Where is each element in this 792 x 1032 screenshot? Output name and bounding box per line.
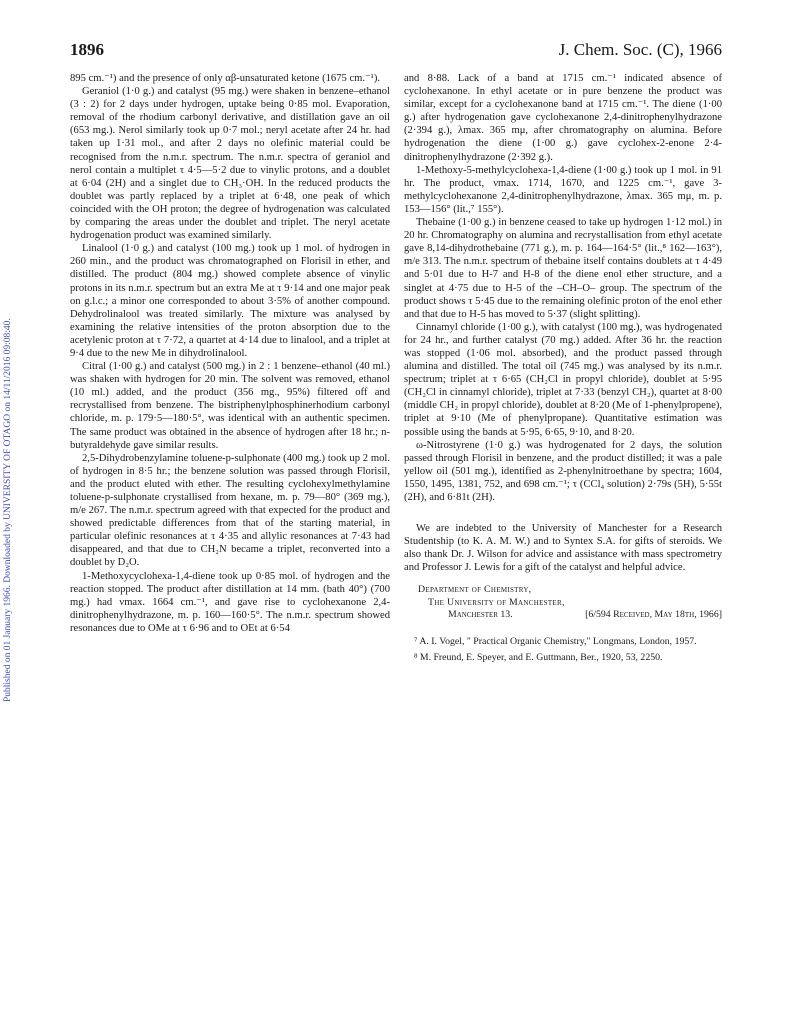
paragraph: 1-Methoxy-5-methylcyclohexa-1,4-diene (1·00 g.) took up 1 mol. in 91 hr. The product, νmax. 1714, 1670, and 1225 cm.⁻¹, gave 3-methylcyclohexanone 2,4-dinitrophenylhydrazone, λmax. 365 mμ, m. p. 153—156° (lit.,⁷ 155°). <box>404 164 722 215</box>
address-line <box>404 609 722 622</box>
address-city: Manchester 13. <box>448 609 513 621</box>
journal-title: J. Chem. Soc. (C), 1966 <box>558 40 722 59</box>
reference-item: ⁷ A. I. Vogel, " Practical Organic Chemistry," Longmans, London, 1957. <box>414 635 697 647</box>
paragraph: 895 cm.⁻¹) and the presence of only αβ-unsaturated ketone (1675 cm.⁻¹). <box>70 73 380 84</box>
paragraph: 1-Methoxycyclohexa-1,4-diene took up 0·85 mol. of hydrogen and the reaction stopped. The product after distillation at 14 mm. (bath 40°) (700 mg.) had νmax. 1664 cm.⁻¹, and gave rise to cyclohexanone 2,4-dinitrophenylhydrazone, m. p. 160—160·5°. The n.m.r. spectrum showed resonances due to OMe at τ 6·96 and to OEt at 6·54 <box>70 570 390 634</box>
paragraph: Linalool (1·0 g.) and catalyst (100 mg.) took up 1 mol. of hydrogen in 260 min., and the product was chromatographed on Florisil in ether, and distilled. The product (804 mg.) showed complete absence of vinylic protons in its n.m.r. spectrum but an extra Me at τ 9·14 and one major peak on g.l.c.; a minor one corresponded to about 3·5% of another compound. Dehydrolinalool was treated similarly. The mixture was analysed by examining the relative intensities of the proton absorption due to the acetylenic proton at τ 7·72, a quartet at 4·14 due to linalool, and a triplet at 9·4 due to the new Me in dihydrolinalool. <box>70 243 390 359</box>
reference-item: ⁸ M. Freund, E. Speyer, and E. Guttmann, Ber., 1920, 53, 2250. <box>414 652 663 664</box>
download-notice: Published on 01 January 1966. Downloaded by UNIVERSITY OF OTAGO on 14/11/2016 09:08:40. <box>3 318 13 702</box>
page-header <box>70 40 722 62</box>
left-column <box>70 72 390 635</box>
paragraph: Thebaine (1·00 g.) in benzene ceased to take up hydrogen 1·12 mol.) in 20 hr. Chromatography on alumina and recrystallisation from ethyl acetate gave 8,14-dihydrothebaine (771 g.), m. p. 164—164·5° (lit.,⁸ 162—163°), m/e 313. The n.m.r. spectrum of thebaine itself contains doublets at τ 4·49 and 5·01 due to H-7 and H-8 of the diene enol ether structure, and a singlet at 4·75 due to H-5 of the –CH–O– group. The spectrum of the product shows τ 5·45 due to the remaining olefinic proton of the enol ether and that due to H-5 has moved to 5·37 (slight splitting). <box>404 217 722 320</box>
paragraph: Geraniol (1·0 g.) and catalyst (95 mg.) were shaken in benzene–ethanol (3 : 2) for 2 days under hydrogen, uptake being 0·85 mol. Evaporation, removal of the rhodium carbonyl derivative, and distillation gave an oil (653 mg.). Nerol similarly took up 0·7 mol.; neryl acetate after 24 hr. had taken up 1·31 mol., and after 2 days no olefinic material could be recognised from the n.m.r. spectrum. The n.m.r. spectra of geraniol and nerol contain a multiplet τ 4·5—5·2 due to vinylic protons, and a doublet at 6·04 (2H) and a singlet due to CH₃·OH. In the reduced products the doublet was partly replaced by a triplet at 6·48, one peak of which coincided with the OH proton; the degree of hydrogenation was calculated by comparing the areas under the doublet and triplet. The neryl acetate hydrogenation product was examined similarly. <box>70 86 390 242</box>
paragraph: Cinnamyl chloride (1·00 g.), with catalyst (100 mg.), was hydrogenated for 24 hr., and further catalyst (70 mg.) added. After 36 hr. the reaction was stopped (1·06 mol. absorbed), and the product passed through alumina and distilled. The total oil (745 mg.) was analysed by its n.m.r. spectrum; triplet at τ 6·65 (CH₂Cl in propyl chloride), doublet at 5·95 (CH₂Cl in cinnamyl chloride), triplet at 7·33 (benzyl CH₂), quartet at 8·00 (middle CH₂ in propyl chloride), doublet at 8·20 (Me of 1-phenylpropene), triplet at 9·10 (Me of phenylpropane). Quantitative estimation was possible using the bands at 5·95, 6·65, 9·10, and 8·20. <box>404 321 722 438</box>
paragraph: ω-Nitrostyrene (1·0 g.) was hydrogenated for 2 days, the solution passed through Florisil in benzene, and the product distilled; it was a pale yellow oil (501 mg.), identified as 2-phenylnitroethane by spectra; 1604, 1550, 1495, 1381, 752, and 698 cm.⁻¹; τ (CCl₄ solution) 2·79s (5H), 5·55t (2H), and 6·81t (2H). <box>404 439 722 503</box>
page-number: 1896 <box>70 40 104 59</box>
address-department: Department of Chemistry, <box>418 584 532 596</box>
references <box>404 636 722 664</box>
paragraph: Citral (1·00 g.) and catalyst (500 mg.) in 2 : 1 benzene–ethanol (40 ml.) was shaken with hydrogen for 20 min. The solvent was removed, ethanol (10 ml.) added, and the product (356 mg., 95%) filtered off and recrystallised from benzene. The bistriphenylphosphinerhodium carbonyl chloride, m. p. 179·5—180·5°, was identical with an authentic specimen. The same product was obtained in the absence of hydrogen after 18 hr.; n-butyraldehyde gave similar results. <box>70 361 390 451</box>
paragraph: and 8·88. Lack of a band at 1715 cm.⁻¹ indicated absence of cyclohexanone. In ethyl acetate or in pure benzene the product was similar, except for a cyclohexanone band at 1715 cm.⁻¹. The diene (1·00 g.) after hydrogenation gave cyclohexanone 2,4-dinitrophenylhydrazone (2·394 g.), λmax. 365 mμ, after chromatography on alumina. Before hydrogenation the diene (1·00 g.) gave cyclohex-2-enone 2·4-dinitrophenylhydrazone (2·392 g.). <box>404 73 722 163</box>
right-column <box>404 72 722 668</box>
address-university: The University of Manchester, <box>428 596 565 608</box>
acknowledgement: We are indebted to the University of Manchester for a Research Studentship (to K. A. M. W.) and to Syntex S.A. for gifts of steroids. We also thank Dr. J. Wilson for advice and assistance with mass spectrometry and Professor J. Lewis for a gift of the catalyst and helpful advice. <box>404 523 722 574</box>
paragraph: 2,5-Dihydrobenzylamine toluene-p-sulphonate (400 mg.) took up 2 mol. of hydrogen in 8·5 hr.; the benzene solution was passed through Florisil, and the product eluted with ether. The resulting cyclohexylmethylamine toluene-p-sulphonate crystallised from hexane, m. p. 79—80° (369 mg.), m/e 267. The n.m.r. spectrum agreed with that expected for the product and showed predictable differences from that of the starting material, in particular olefinic resonances at τ 4·35 and allylic resonances at 7·43 had disappeared, and that due to CH₂N became a triplet, reconverted into a doublet by D₂O. <box>70 452 390 569</box>
author-address <box>404 584 722 622</box>
received-date: [6/594 Received, May 18th, 1966] <box>585 609 722 621</box>
